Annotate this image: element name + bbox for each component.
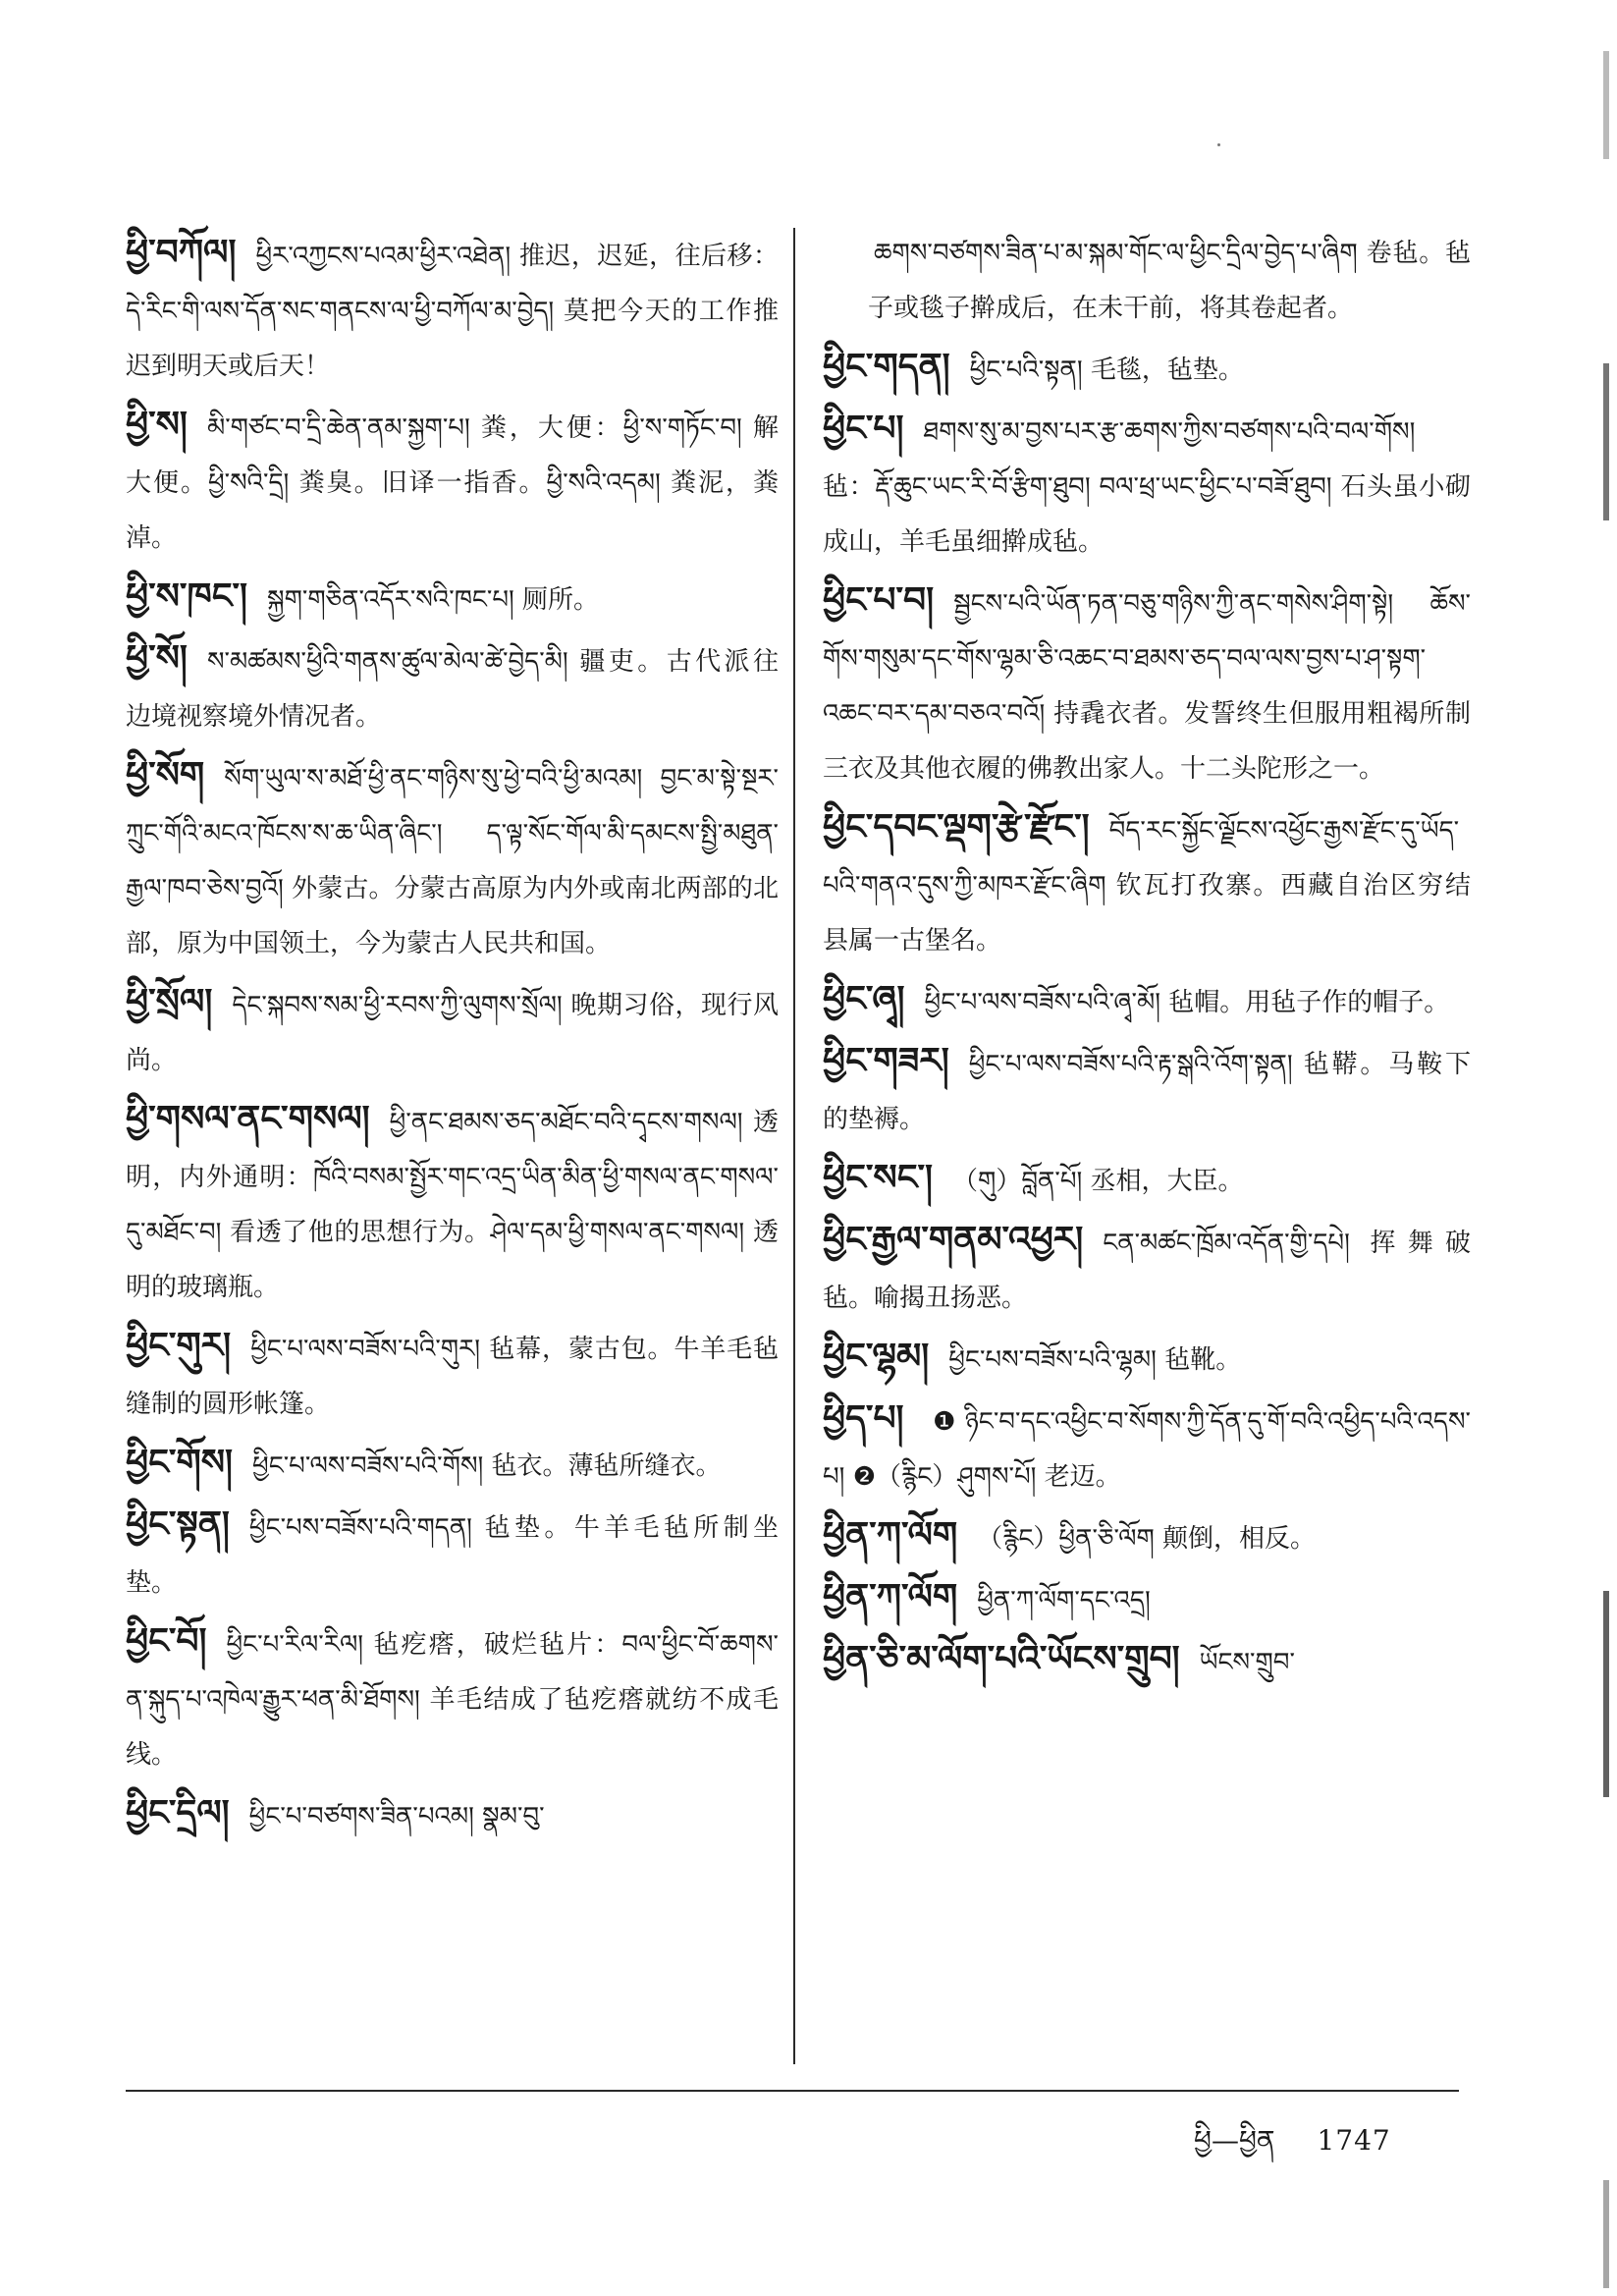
entry-definition: ཕྱིང་པས་བཟོས་པའི་ལྷམ། 毡靴。 <box>948 1345 1242 1375</box>
scan-speck <box>1217 143 1220 146</box>
dictionary-entry <box>823 972 1471 1030</box>
dictionary-entry <box>126 1436 779 1494</box>
entry-headword: ཕྱིན་ཀ་ལོག <box>823 1577 958 1617</box>
entry-definition: ཡོངས་གྲུབ་ <box>1199 1648 1295 1677</box>
entry-headword: ཕྱིང་གདན། <box>823 347 950 387</box>
entry-definition: ཕྱིར་འཀྱངས་པའམ་ཕྱིར་འཐེན། 推迟，迟延，往后移：དེ་རིང་གི་ལས་དོན་སང་གནངས་ལ་ཕྱི་བཀོལ་མ་བྱེད། 莫把今天的工作推迟到明天或后天！ <box>126 242 779 381</box>
page-footer <box>1194 2109 1391 2187</box>
entry-headword: ཕྱིང་ལྷམ། <box>823 1337 930 1377</box>
entry-definition: ཕྱིང་པའི་སྟན། 毛毯，毡垫。 <box>969 355 1244 385</box>
dictionary-entry <box>823 800 1471 968</box>
dictionary-entry <box>126 1092 779 1315</box>
entry-definition: ❶ཉིང་བ་དང་འཕྱིང་བ་སོགས་ཀྱི་དོན་དུ་གོ་བའི་འཕྱིད་པའི་འདས་པ། ❷（རྙིང）ཤུགས་པོ། 老迈。 <box>823 1407 1471 1492</box>
dictionary-entry <box>126 398 779 566</box>
left-column <box>126 226 779 1848</box>
page-number: 1747 <box>1317 2124 1391 2157</box>
entry-definition: ངན་མཚང་ཁྲོམ་འདོན་གྱི་དཔེ། 挥舞破毡。喻揭丑扬恶。 <box>823 1229 1471 1313</box>
entry-headword: ཕྱི་སོ། <box>126 638 188 679</box>
dictionary-entry <box>126 1614 779 1782</box>
entry-definition: བོད་རང་སྐྱོང་ལྗོངས་འཕྱོང་རྒྱས་རྫོང་དུ་ཡོད་པའི་གནའ་དུས་ཀྱི་མཁར་རྫོང་ཞིག 钦瓦打孜寨。西藏自治区穷结县属一古堡名。 <box>823 816 1471 956</box>
dictionary-entry <box>823 574 1471 796</box>
entry-headword: ཕྱིང་ཞྭ། <box>823 979 905 1019</box>
entry-definition: སོག་ཡུལ་ས་མཐོ་ཕྱི་ནང་གཉིས་སུ་ཕྱེ་བའི་ཕྱི་མའམ། བྱང་མ་སྟེ་སྔར་ཀྲུང་གོའི་མངའ་ཁོངས་ས་ཆ་ཡིན་ཞིང་། ད་ལྟ་སོང་གོལ་མི་དམངས་སྤྱི་མཐུན་རྒྱལ་ཁབ་ཅེས་བྱའོ། 外蒙古。分蒙古高原为内外或南北两部的北部，原为中国领土，今为蒙古人民共和国。 <box>126 764 779 958</box>
dictionary-entry <box>823 1034 1471 1147</box>
footer-rule <box>126 2090 1459 2092</box>
scan-edge-mark <box>1603 1591 1609 1797</box>
entry-headword: ཕྱིང་དྲིལ། <box>126 1793 230 1833</box>
dictionary-entry <box>823 1392 1471 1504</box>
entry-definition: ཕྱིང་པ་ལས་བཟོས་པའི་གུར། 毡幕，蒙古包。牛羊毛毡缝制的圆形帐篷。 <box>126 1335 779 1419</box>
entry-headword: ཕྱི་བཀོལ། <box>126 233 237 273</box>
entry-headword: ཕྱིན་ཀ་ལོག <box>823 1515 958 1556</box>
entry-definition: དེང་སྐབས་སམ་ཕྱི་རབས་ཀྱི་ལུགས་སྲོལ། 晚期习俗，现行风尚。 <box>126 991 779 1075</box>
entry-headword: ཕྱིང་དབང་ལྡག་རྩེ་རྫོང་། <box>823 807 1090 847</box>
entry-definition: ཆགས་བཙགས་ཟིན་པ་མ་སྐམ་གོང་ལ་ཕྱིང་དྲིལ་བྱེད་པ་ཞིག 卷毡。毡子或毯子擀成后，在未干前，将其卷起者。 <box>868 239 1471 323</box>
entry-headword: ཕྱིན་ཅི་མ་ལོག་པའི་ཡོངས་གྲུབ། <box>823 1639 1180 1679</box>
dictionary-entry <box>126 1319 779 1432</box>
entry-definition: ཕྱིན་ཀ་ལོག་དང་འདྲ། <box>977 1586 1151 1615</box>
dictionary-entry <box>823 1508 1471 1566</box>
dictionary-entry <box>126 226 779 394</box>
entry-headword: ཕྱི་ས། <box>126 405 188 445</box>
entry-definition: ཕྱིང་པ་ལས་བཟོས་པའི་གོས། 毡衣。薄毡所缝衣。 <box>252 1451 722 1481</box>
dictionary-entry <box>823 1570 1471 1628</box>
entry-definition: སྦྱངས་པའི་ཡོན་ཏན་བཅུ་གཉིས་ཀྱི་ནང་གསེས་ཤིག་སྟེ། ཆོས་གོས་གསུམ་དང་གོས་ལྷམ་ཅི་འཆང་བ་ཐམས་ཅད་བལ་ལས་བྱས་པ་ཤ་སྟག་འཆང་བར་དམ་བཅའ་བའོ། 持毳衣者。发誓终生但服用粗褐所制三衣及其他衣履的佛教出家人。十二头陀形之一。 <box>823 589 1471 784</box>
dictionary-entry <box>823 1632 1471 1690</box>
dictionary-entry <box>126 1786 779 1844</box>
entry-headword: ཕྱིང་སང་། <box>823 1158 934 1198</box>
entry-headword: ཕྱི་སྲོལ། <box>126 982 213 1022</box>
entry-headword: ཕྱིང་གོས། <box>126 1443 234 1483</box>
entry-headword: ཕྱིད་པ། <box>823 1398 904 1439</box>
dictionary-entry <box>823 402 1471 570</box>
entry-definition: ཐགས་སུ་མ་བྱས་པར་རྩ་ཆགས་ཀྱིས་བཙགས་པའི་བལ་གོས། 毡：རྡོ་ཆུང་ཡང་རི་བོ་རྩིག་ཐུབ། བལ་ཕྲ་ཡང་ཕྱིང་པ་བཟོ་ཐུབ། 石头虽小砌成山，羊毛虽细擀成毡。 <box>823 417 1471 557</box>
entry-definition: （གུ）བློན་པོ། 丞相，大臣。 <box>952 1167 1244 1196</box>
dictionary-entry <box>126 975 779 1088</box>
dictionary-entry <box>823 1151 1471 1209</box>
entry-definition: （རྙིང）ཕྱིན་ཅི་ལོག 颠倒，相反。 <box>977 1524 1317 1554</box>
entry-headword: ཕྱིང་སྟན། <box>126 1504 230 1545</box>
entry-definition: མི་གཙང་བ་དྲི་ཆེན་ནམ་སྐྱག་པ། 粪，大便：ཕྱི་ས་གཏོང་བ། 解大便。ཕྱི་སའི་དྲི། 粪臭。旧译一指香。ཕྱི་སའི་འདམ། 粪泥，粪淖。 <box>126 413 779 553</box>
entry-headword: ཕྱིང་རྒྱལ་གནམ་འཕྱར། <box>823 1220 1084 1260</box>
dictionary-entry <box>823 226 1471 336</box>
entry-definition: སྐྱག་གཅིན་འདོར་སའི་ཁང་པ། 厕所。 <box>267 585 600 615</box>
entry-headword: ཕྱི་སོག <box>126 755 205 795</box>
entry-headword: ཕྱི་གསལ་ནང་གསལ། <box>126 1099 370 1139</box>
dictionary-entry <box>823 1330 1471 1388</box>
entry-definition: ཕྱིང་པས་བཟོས་པའི་གདན། 毡垫。牛羊毛毡所制坐垫。 <box>126 1513 779 1598</box>
entry-definition: ཕྱིང་པ་རིལ་རིལ། 毡疙瘩，破烂毡片：བལ་ཕྱིང་བོ་ཆགས་ན་སྐུད་པ་འཁེལ་རྒྱུར་ཕན་མི་ཐོགས། 羊毛结成了毡疙瘩就纺不成毛线。 <box>126 1630 779 1770</box>
footer-range: ཕྱི—ཕྱིན <box>1194 2124 1275 2157</box>
entry-definition: ས་མཚམས་ཕྱིའི་གནས་ཚུལ་མེལ་ཚེ་བྱེད་མི། 疆吏。古代派往边境视察境外情况者。 <box>126 647 779 732</box>
entry-headword: ཕྱིང་བོ། <box>126 1621 207 1662</box>
entry-definition: ཕྱིང་པ་བཙགས་ཟིན་པའམ། སྣམ་བུ་ <box>248 1802 545 1831</box>
dictionary-entry <box>126 570 779 628</box>
scan-edge-mark <box>1603 51 1609 159</box>
entry-definition: ཕྱི་ནང་ཐམས་ཅད་མཐོང་བའི་དྭངས་གསལ། 透明，内外通明：ཁོའི་བསམ་སྤྱོར་གང་འདྲ་ཡིན་མིན་ཕྱི་གསལ་ནང་གསལ་དུ་མཐོང་བ། 看透了他的思想行为。ཤེལ་དམ་ཕྱི་གསལ་ནང་གསལ། 透明的玻璃瓶。 <box>126 1108 779 1302</box>
dictionary-entry <box>126 748 779 971</box>
dictionary-entry <box>126 631 779 744</box>
entry-definition: ཕྱིང་པ་ལས་བཟོས་པའི་ཞྭ་མོ། 毡帽。用毡子作的帽子。 <box>924 988 1450 1017</box>
entry-headword: ཕྱིང་གུར། <box>126 1326 232 1366</box>
entry-headword: ཕྱིང་གཟར། <box>823 1041 949 1081</box>
entry-headword: ཕྱི་ས་ཁང་། <box>126 576 248 617</box>
entry-definition: ཕྱིང་པ་ལས་བཟོས་པའི་རྟ་སྒའི་འོག་སྟན། 毡鞯。马鞍下的垫褥。 <box>823 1050 1471 1134</box>
dictionary-entry <box>126 1498 779 1611</box>
entry-headword: ཕྱིང་པ། <box>823 409 904 449</box>
dictionary-entry <box>823 1213 1471 1326</box>
scan-edge-mark <box>1603 363 1609 520</box>
scan-edge-mark <box>1603 2180 1609 2288</box>
right-column <box>823 226 1471 1694</box>
entry-headword: ཕྱིང་པ་བ། <box>823 580 935 621</box>
dictionary-entry <box>823 340 1471 398</box>
column-divider <box>793 228 795 2064</box>
